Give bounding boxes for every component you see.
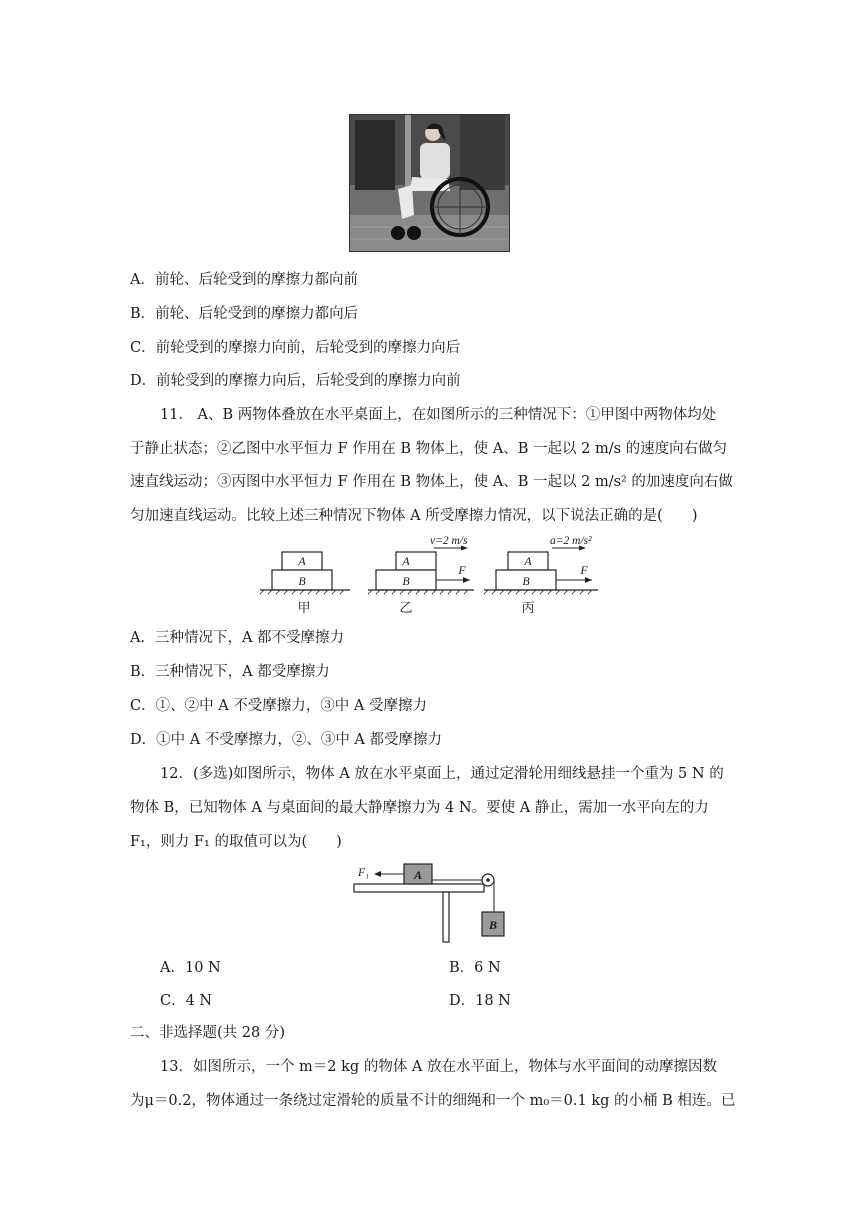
q11-option-a: A．三种情况下，A 都不受摩擦力 — [130, 630, 345, 646]
yi-block-b-label: B — [402, 574, 410, 588]
bing-acceleration-label: a=2 m/s² — [550, 536, 592, 547]
section-2-title: 二、非选择题(共 28 分) — [130, 1025, 285, 1041]
yi-block-a-label: A — [402, 554, 410, 568]
wheelchair-photo — [349, 114, 510, 252]
table-leg — [443, 892, 449, 942]
q12-option-b: B．6 N — [449, 960, 501, 976]
bing-block-a-label: A — [524, 554, 532, 568]
jia-block-a-label: A — [298, 554, 306, 568]
q11-stem-line-4: 匀加速直线运动。比较上述三种情况下物体 A 所受摩擦力情况，以下说法正确的是( ) — [130, 508, 698, 524]
q12-option-c: C．4 N — [160, 993, 213, 1009]
caption-bing: 丙 — [521, 600, 535, 615]
q13-stem-line-2: 为μ＝0.2，物体通过一条绕过定滑轮的质量不计的细绳和一个 m₀＝0.1 kg 的小桶 B 相连。已 — [130, 1093, 736, 1109]
q12-option-d: D．18 N — [449, 993, 511, 1009]
q11-stem-line-3: 速直线运动；③丙图中水平恒力 F 作用在 B 物体上，使 A、B 一起以 2 m/s² 的加速度向右做 — [130, 474, 733, 490]
figure-yi — [368, 536, 474, 615]
q12-stem-line-2: 物体 B，已知物体 A 与桌面间的最大静摩擦力为 4 N。要使 A 静止，需加一水平向左的力 — [130, 800, 709, 816]
q11-stem-line-2: 于静止状态；②乙图中水平恒力 F 作用在 B 物体上，使 A、B 一起以 2 m/s 的速度向右做匀 — [130, 441, 728, 457]
q11-option-c: C．①、②中 A 不受摩擦力，③中 A 受摩擦力 — [130, 698, 427, 714]
q10-option-b: B．前轮、后轮受到的摩擦力都向后 — [130, 306, 359, 322]
q11-stem-line-1: 11． A、B 两物体叠放在水平桌面上，在如图所示的三种情况下：①甲图中两物体均处 — [160, 407, 717, 423]
q12-figure — [350, 858, 510, 948]
jia-block-b-label: B — [298, 574, 306, 588]
q11-figure — [258, 536, 618, 618]
figure-jia — [260, 552, 350, 615]
figure-bing — [484, 536, 598, 615]
q12-f1-label: F₁ — [358, 867, 370, 879]
q12-stem-line-1: 12．(多选)如图所示，物体 A 放在水平桌面上，通过定滑轮用细线悬挂一个重为 5 N 的 — [160, 766, 724, 782]
q10-option-c: C．前轮受到的摩擦力向前，后轮受到的摩擦力向后 — [130, 340, 461, 356]
q11-option-b: B．三种情况下，A 都受摩擦力 — [130, 664, 330, 680]
yi-force-label: F — [458, 563, 466, 577]
yi-velocity-label: v=2 m/s — [430, 536, 468, 547]
bing-block-b-label: B — [522, 574, 530, 588]
q10-option-d: D．前轮受到的摩擦力向后，后轮受到的摩擦力向前 — [130, 373, 461, 389]
q13-stem-line-1: 13．如图所示，一个 m＝2 kg 的物体 A 放在水平面上，物体与水平面间的动摩擦因数 — [160, 1059, 718, 1075]
bing-force-label: F — [580, 563, 588, 577]
q11-option-d: D．①中 A 不受摩擦力，②、③中 A 都受摩擦力 — [130, 732, 443, 748]
q10-option-a: A．前轮、后轮受到的摩擦力都向前 — [130, 272, 358, 288]
caption-jia: 甲 — [297, 600, 311, 615]
q12-block-b-label: B — [488, 918, 498, 932]
q12-option-a: A．10 N — [160, 960, 221, 976]
table-top — [354, 884, 484, 892]
caption-yi: 乙 — [399, 600, 413, 615]
q12-stem-line-3: F₁，则力 F₁ 的取值可以为( ) — [130, 834, 342, 850]
q12-block-a-label: A — [413, 868, 423, 882]
